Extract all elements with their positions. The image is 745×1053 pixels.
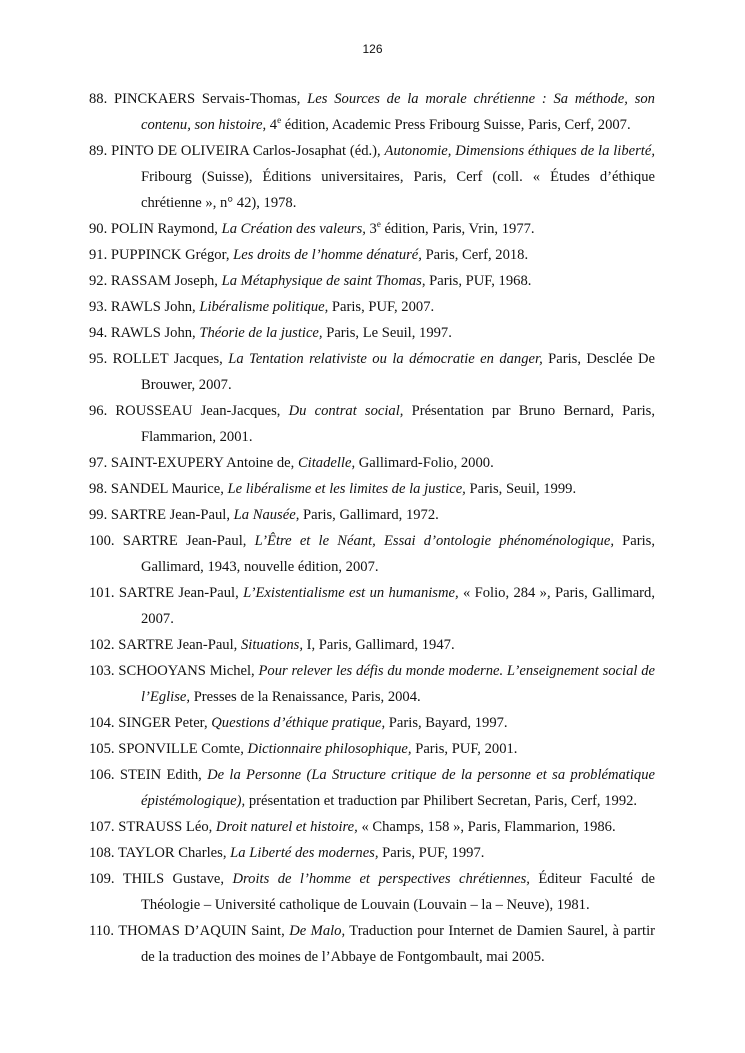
entry-title: Droit naturel et histoire, — [215, 819, 358, 835]
entry-superscript: e — [376, 219, 381, 230]
entry-details: présentation et traduction par Philibert Secretan, Paris, Cerf, 1992. — [245, 793, 638, 809]
entry-details: Gallimard-Folio, 2000. — [355, 455, 494, 471]
entry-details: Paris, Cerf, 2018. — [421, 247, 529, 263]
entry-number: 97. — [89, 455, 108, 471]
entry-author: STRAUSS Léo, — [118, 819, 216, 835]
entry-title: Le libéralisme et les limites de la justice, — [227, 481, 466, 497]
bibliography-entry — [89, 476, 655, 502]
entry-details: Paris, Desclée De Brouwer, 2007. — [141, 351, 656, 393]
entry-number: 109. — [89, 871, 115, 887]
entry-title: L’Existentialisme est un humanisme, — [243, 585, 459, 601]
entry-author: ROLLET Jacques, — [112, 351, 229, 367]
bibliography-entry — [89, 294, 655, 320]
entry-details-cont: édition, Academic Press Fribourg Suisse, Paris, Cerf, 2007. — [281, 117, 631, 133]
entry-details: Paris, PUF, 1997. — [378, 845, 485, 861]
entry-title: Autonomie, Dimensions éthiques de la liberté, — [384, 143, 655, 159]
bibliography-entry — [89, 138, 655, 216]
entry-title: Citadelle, — [297, 455, 356, 471]
entry-details: 4 — [266, 117, 278, 133]
entry-author: THOMAS D’AQUIN Saint, — [118, 923, 290, 939]
entry-number: 101. — [89, 585, 115, 601]
bibliography-entry — [89, 320, 655, 346]
entry-title: Situations, — [240, 637, 303, 653]
entry-author: PINCKAERS Servais-Thomas, — [114, 91, 308, 107]
entry-title: Questions d’éthique pratique, — [211, 715, 386, 731]
entry-details: Éditeur Faculté de Théologie – Université catholique de Louvain (Louvain – la – Neuve), 1981. — [141, 871, 655, 913]
entry-number: 88. — [89, 91, 108, 107]
entry-details: I, Paris, Gallimard, 1947. — [303, 637, 455, 653]
entry-author: SANDEL Maurice, — [110, 481, 228, 497]
entry-author: RASSAM Joseph, — [110, 273, 222, 289]
entry-author: STEIN Edith, — [119, 767, 208, 783]
entry-details: Paris, Le Seuil, 1997. — [322, 325, 452, 341]
entry-number: 92. — [89, 273, 108, 289]
entry-title: Théorie de la justice, — [199, 325, 323, 341]
entry-number: 93. — [89, 299, 108, 315]
entry-title: Droits de l’homme et perspectives chrétiennes, — [232, 871, 530, 887]
bibliography-entry — [89, 346, 655, 398]
bibliography-entry — [89, 450, 655, 476]
entry-title: Les Sources de la morale chrétienne : Sa méthode, son contenu, son histoire, — [141, 91, 655, 133]
bibliography-entry — [89, 762, 655, 814]
entry-author: POLIN Raymond, — [110, 221, 222, 237]
entry-title: Dictionnaire philosophique, — [247, 741, 412, 757]
bibliography-entry — [89, 710, 655, 736]
entry-details: , Traduction pour Internet de Damien Saurel, à partir de la traduction des moines de l’Abbaye de Fontgombault, mai 2005. — [141, 923, 655, 965]
bibliography-entry — [89, 814, 655, 840]
entry-number: 108. — [89, 845, 115, 861]
entry-number: 91. — [89, 247, 108, 263]
entry-title: La Métaphysique de saint Thomas — [221, 273, 422, 289]
entry-number: 105. — [89, 741, 115, 757]
entry-details: Fribourg (Suisse), Éditions universitaires, Paris, Cerf (coll. « Études d’éthique chrétienne », n° 42), 1978. — [141, 169, 655, 211]
entry-superscript: e — [277, 115, 282, 126]
entry-author: PUPPINCK Grégor, — [110, 247, 234, 263]
entry-details: Presses de la Renaissance, Paris, 2004. — [190, 689, 421, 705]
bibliography-entry — [89, 840, 655, 866]
entry-number: 94. — [89, 325, 108, 341]
entry-title: L’Être et le Néant, Essai d’ontologie phénoménologique, — [254, 533, 614, 549]
entry-number: 89. — [89, 143, 108, 159]
entry-author: ROUSSEAU Jean-Jacques, — [115, 403, 289, 419]
entry-details: « Folio, 284 », Paris, Gallimard, 2007. — [141, 585, 655, 627]
entry-title: Libéralisme politique, — [199, 299, 329, 315]
entry-author: SAINT-EXUPERY Antoine de, — [110, 455, 298, 471]
entry-author: TAYLOR Charles, — [117, 845, 231, 861]
entry-number: 99. — [89, 507, 108, 523]
bibliography-entry — [89, 268, 655, 294]
bibliography-entry — [89, 502, 655, 528]
entry-title: De la Personne (La Structure critique de la personne et sa problématique épistémologique), — [141, 767, 655, 809]
entry-title: Du contrat social, — [288, 403, 404, 419]
entry-number: 96. — [89, 403, 108, 419]
entry-author: SARTRE Jean-Paul, — [118, 637, 241, 653]
entry-title: La Liberté des modernes, — [230, 845, 379, 861]
page-number: 126 — [362, 42, 383, 56]
entry-number: 102. — [89, 637, 115, 653]
entry-number: 100. — [89, 533, 115, 549]
entry-details: Paris, Seuil, 1999. — [465, 481, 577, 497]
entry-details: Paris, Gallimard, 1943, nouvelle édition, 2007. — [141, 533, 655, 575]
entry-number: 110. — [89, 923, 114, 939]
bibliography-entry — [89, 216, 655, 242]
entry-title: La Création des valeurs, — [221, 221, 366, 237]
entry-author: PINTO DE OLIVEIRA Carlos-Josaphat (éd.), — [111, 143, 385, 159]
entry-author: SINGER Peter, — [118, 715, 212, 731]
entry-author: RAWLS John, — [110, 299, 200, 315]
entry-details: Présentation par Bruno Bernard, Paris, Flammarion, 2001. — [141, 403, 655, 445]
bibliography-entry — [89, 632, 655, 658]
bibliography-entry — [89, 86, 655, 138]
bibliography-entry — [89, 528, 655, 580]
entry-details: 3 — [365, 221, 377, 237]
entry-details: Paris, PUF, 2001. — [411, 741, 518, 757]
bibliography-list — [89, 86, 655, 970]
entry-number: 95. — [89, 351, 108, 367]
entry-author: SPONVILLE Comte, — [118, 741, 248, 757]
entry-details: , Paris, PUF, 1968. — [421, 273, 532, 289]
bibliography-entry — [89, 658, 655, 710]
bibliography-entry — [89, 866, 655, 918]
bibliography-entry — [89, 242, 655, 268]
entry-number: 106. — [89, 767, 115, 783]
entry-number: 90. — [89, 221, 108, 237]
bibliography-entry — [89, 918, 655, 970]
entry-title: Pour relever les défis du monde moderne. L’enseignement social de l’Eglise, — [141, 663, 655, 705]
entry-number: 103. — [89, 663, 115, 679]
bibliography-entry — [89, 736, 655, 762]
entry-details: Paris, Bayard, 1997. — [385, 715, 508, 731]
entry-details-cont: édition, Paris, Vrin, 1977. — [380, 221, 535, 237]
entry-details: Paris, Gallimard, 1972. — [299, 507, 439, 523]
entry-title: Les droits de l’homme dénaturé, — [233, 247, 422, 263]
entry-number: 104. — [89, 715, 115, 731]
bibliography-entry — [89, 580, 655, 632]
entry-number: 98. — [89, 481, 108, 497]
entry-author: THILS Gustave, — [122, 871, 233, 887]
entry-title: De Malo — [289, 923, 342, 939]
entry-author: SARTRE Jean-Paul, — [110, 507, 234, 523]
entry-number: 107. — [89, 819, 115, 835]
entry-author: SARTRE Jean-Paul, — [122, 533, 255, 549]
entry-title: La Tentation relativiste ou la démocratie en danger, — [228, 351, 543, 367]
entry-details: Paris, PUF, 2007. — [328, 299, 435, 315]
entry-details: « Champs, 158 », Paris, Flammarion, 1986. — [357, 819, 616, 835]
bibliography-entry — [89, 398, 655, 450]
entry-author: RAWLS John, — [110, 325, 200, 341]
entry-author: SCHOOYANS Michel, — [118, 663, 259, 679]
entry-title: La Nausée, — [233, 507, 300, 523]
entry-author: SARTRE Jean-Paul, — [118, 585, 244, 601]
